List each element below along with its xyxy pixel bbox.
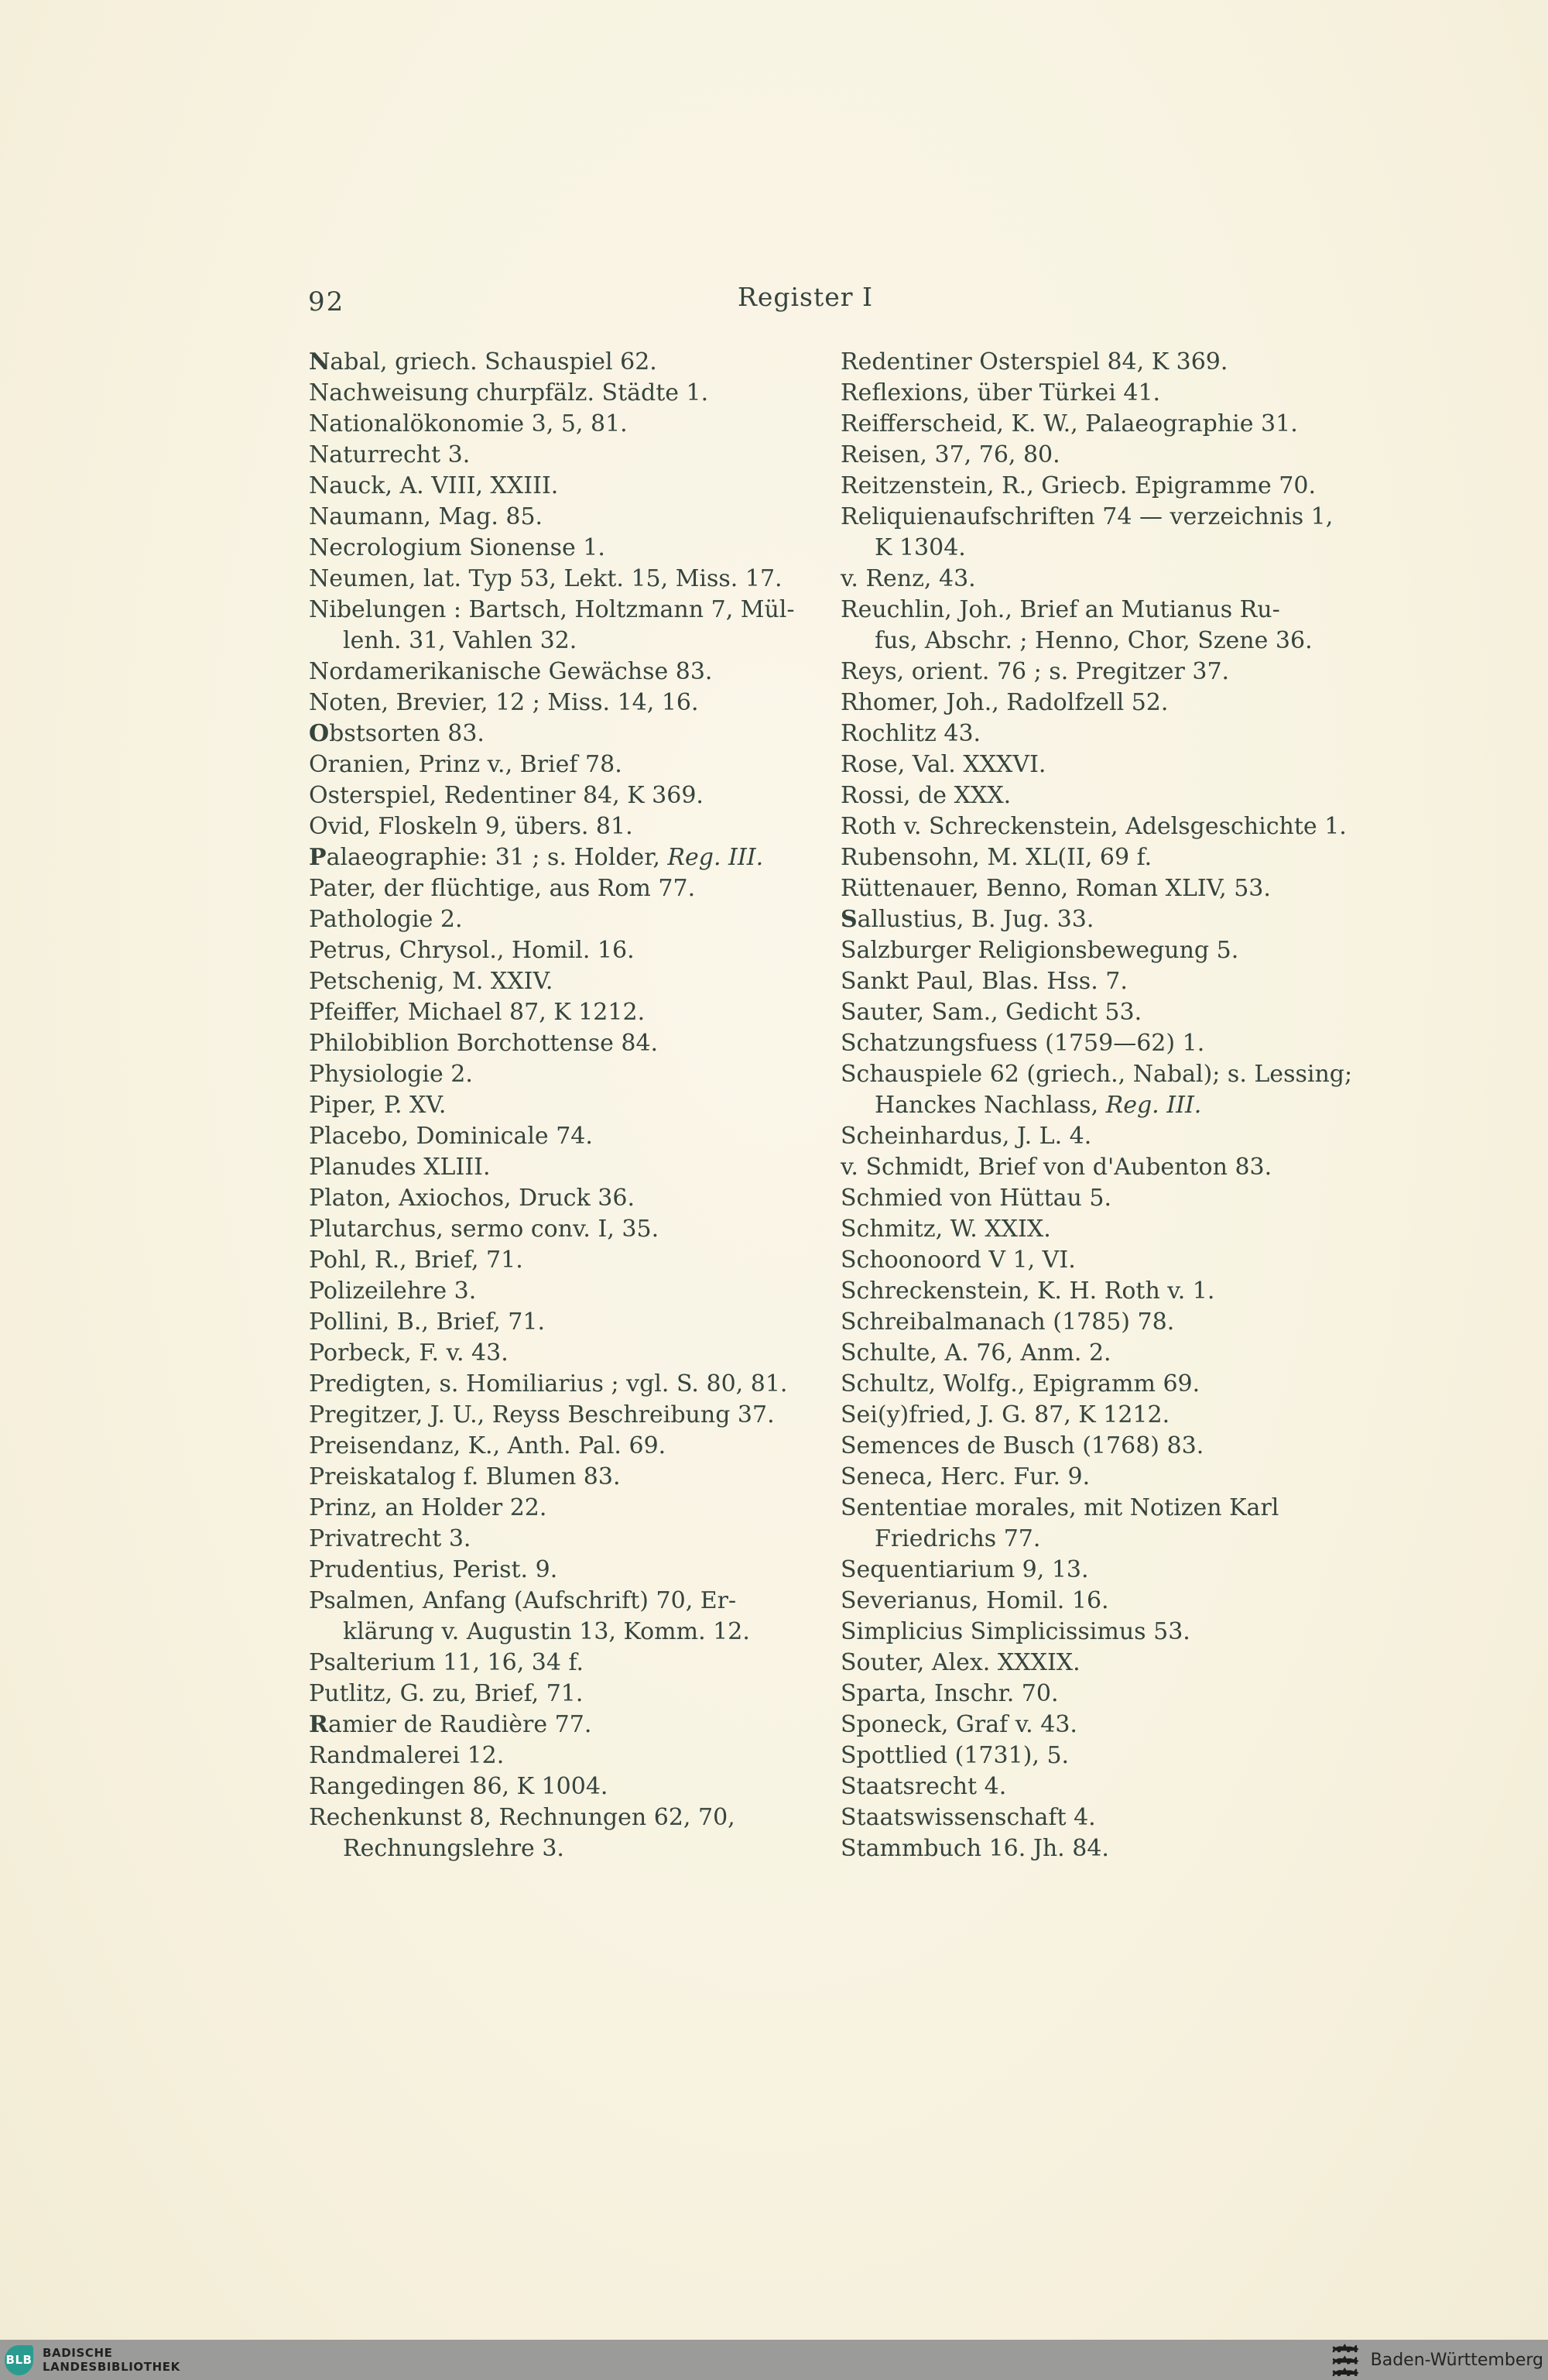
entry-text: Pregitzer, J. U., Reyss Beschreibung 37. xyxy=(309,1401,775,1428)
index-entry xyxy=(841,1214,1413,1245)
entry-text: Reisen, 37, 76, 80. xyxy=(841,441,1060,468)
index-entry xyxy=(841,1276,1413,1307)
index-entry xyxy=(309,1059,843,1090)
index-entry xyxy=(841,533,1413,564)
index-entry xyxy=(841,935,1413,966)
entry-text: Reg. III. xyxy=(667,844,764,871)
index-entry xyxy=(841,1493,1413,1524)
index-entry xyxy=(841,1028,1413,1059)
entry-text: Semences de Busch (1768) 83. xyxy=(841,1432,1204,1459)
entry-initial: S xyxy=(841,906,858,933)
blb-library-name-line2: LANDESBIBLIOTHEK xyxy=(43,2360,180,2374)
entry-text: Nordamerikanische Gewächse 83. xyxy=(309,658,713,685)
index-entry xyxy=(841,1431,1413,1462)
index-entry xyxy=(309,842,843,873)
index-entry xyxy=(309,1555,843,1586)
index-entry xyxy=(309,440,843,471)
index-entry xyxy=(841,1802,1413,1833)
index-entry xyxy=(309,502,843,533)
index-entry xyxy=(841,1524,1413,1555)
entry-text: Polizeilehre 3. xyxy=(309,1277,477,1305)
index-entry xyxy=(841,1617,1413,1648)
index-entry xyxy=(841,347,1413,378)
entry-text: Petschenig, M. XXIV. xyxy=(309,968,553,995)
index-entry xyxy=(309,1276,843,1307)
entry-text: Oranien, Prinz v., Brief 78. xyxy=(309,751,622,778)
index-entry xyxy=(309,1307,843,1338)
blb-library-name-line1: BADISCHE xyxy=(43,2346,113,2360)
index-entry xyxy=(309,1121,843,1152)
entry-text: Rose, Val. XXXVI. xyxy=(841,751,1046,778)
index-entry xyxy=(309,1493,843,1524)
blb-logo-icon: BLB xyxy=(5,2345,33,2375)
entry-text: Plutarchus, sermo conv. I, 35. xyxy=(309,1216,659,1243)
entry-text: Schreckenstein, K. H. Roth v. 1. xyxy=(841,1277,1215,1305)
index-entry xyxy=(841,718,1413,749)
entry-text: Nauck, A. VIII, XXIII. xyxy=(309,472,559,499)
index-entry xyxy=(841,1400,1413,1431)
index-entry xyxy=(309,780,843,811)
entry-text: Randmalerei 12. xyxy=(309,1742,505,1769)
blb-logo-group xyxy=(5,2345,180,2375)
entry-text: Rechnungslehre 3. xyxy=(343,1835,564,1862)
index-entry xyxy=(309,1400,843,1431)
entry-text: Philobiblion Borchottense 84. xyxy=(309,1030,659,1057)
index-entry xyxy=(841,1648,1413,1679)
entry-text: Physiologie 2. xyxy=(309,1061,473,1088)
entry-text: Neumen, lat. Typ 53, Lekt. 15, Miss. 17. xyxy=(309,565,783,592)
entry-text: Schmitz, W. XXIX. xyxy=(841,1216,1051,1243)
index-entry xyxy=(841,378,1413,409)
entry-text: Rüttenauer, Benno, Roman XLIV, 53. xyxy=(841,875,1271,902)
entry-text: Rochlitz 43. xyxy=(841,720,981,747)
entry-text: Stammbuch 16. Jh. 84. xyxy=(841,1835,1109,1862)
entry-text: Seneca, Herc. Fur. 9. xyxy=(841,1463,1091,1490)
index-entry xyxy=(841,904,1413,935)
entry-text: Rechenkunst 8, Rechnungen 62, 70, xyxy=(309,1804,735,1831)
index-entry xyxy=(841,1710,1413,1740)
index-entry xyxy=(841,657,1413,688)
index-entry xyxy=(309,595,843,626)
entry-text: Psalmen, Anfang (Aufschrift) 70, Er- xyxy=(309,1587,737,1614)
entry-text: Pollini, B., Brief, 71. xyxy=(309,1308,546,1336)
entry-text: Osterspiel, Redentiner 84, K 369. xyxy=(309,782,704,809)
index-entry xyxy=(841,811,1413,842)
entry-text: Reflexions, über Türkei 41. xyxy=(841,379,1161,406)
entry-text: Privatrecht 3. xyxy=(309,1525,471,1552)
index-entry xyxy=(841,688,1413,718)
index-entry xyxy=(309,1586,843,1617)
index-entry xyxy=(309,1802,843,1833)
library-footer-bar xyxy=(0,2340,1548,2380)
entry-text: Prinz, an Holder 22. xyxy=(309,1494,547,1521)
index-entry xyxy=(309,1771,843,1802)
entry-text: Staatswissenschaft 4. xyxy=(841,1804,1096,1831)
index-entry xyxy=(309,1369,843,1400)
index-entry xyxy=(841,471,1413,502)
index-entry xyxy=(841,1245,1413,1276)
index-entry xyxy=(309,347,843,378)
entry-text: Rangedingen 86, K 1004. xyxy=(309,1773,608,1800)
entry-text: alaeographie: 31 ; s. Holder, xyxy=(326,844,668,871)
entry-text: Pathologie 2. xyxy=(309,906,463,933)
entry-text: Rhomer, Joh., Radolfzell 52. xyxy=(841,689,1169,716)
entry-initial: P xyxy=(309,844,327,871)
right-column xyxy=(841,347,1413,1864)
index-entry xyxy=(309,1090,843,1121)
entry-text: Schoonoord V 1, VI. xyxy=(841,1247,1076,1274)
entry-text: Spottlied (1731), 5. xyxy=(841,1742,1070,1769)
entry-text: Friedrichs 77. xyxy=(875,1525,1041,1552)
entry-text: Reitzenstein, R., Griecb. Epigramme 70. xyxy=(841,472,1317,499)
index-entry xyxy=(841,966,1413,997)
index-entry xyxy=(841,1462,1413,1493)
index-entry xyxy=(309,873,843,904)
entry-text: Placebo, Dominicale 74. xyxy=(309,1123,593,1150)
entry-text: Sententiae morales, mit Notizen Karl xyxy=(841,1494,1279,1521)
index-entry xyxy=(309,904,843,935)
index-entry xyxy=(309,409,843,440)
index-entry xyxy=(309,1152,843,1183)
entry-text: Schauspiele 62 (griech., Nabal); s. Lessing; xyxy=(841,1061,1353,1088)
entry-text: Ovid, Floskeln 9, übers. 81. xyxy=(309,813,633,840)
index-entry xyxy=(309,1524,843,1555)
index-entry xyxy=(841,409,1413,440)
entry-text: bstsorten 83. xyxy=(329,720,485,747)
entry-text: Nachweisung churpfälz. Städte 1. xyxy=(309,379,709,406)
index-entry xyxy=(309,997,843,1028)
entry-text: Schultz, Wolfg., Epigramm 69. xyxy=(841,1370,1200,1397)
index-entry xyxy=(309,811,843,842)
index-entry xyxy=(841,1338,1413,1369)
entry-text: Souter, Alex. XXXIX. xyxy=(841,1649,1081,1676)
entry-text: Staatsrecht 4. xyxy=(841,1773,1007,1800)
index-entry xyxy=(309,1679,843,1710)
index-entry xyxy=(841,1369,1413,1400)
entry-text: Predigten, s. Homiliarius ; vgl. S. 80, 81. xyxy=(309,1370,788,1397)
index-entry xyxy=(309,533,843,564)
index-entry xyxy=(309,1648,843,1679)
entry-text: Reys, orient. 76 ; s. Pregitzer 37. xyxy=(841,658,1230,685)
entry-text: Sankt Paul, Blas. Hss. 7. xyxy=(841,968,1128,995)
index-entry xyxy=(841,749,1413,780)
index-entry xyxy=(309,1710,843,1740)
entry-text: Nibelungen : Bartsch, Holtzmann 7, Mül- xyxy=(309,596,795,623)
entry-text: Rubensohn, M. XL(II, 69 f. xyxy=(841,844,1152,871)
index-entry xyxy=(309,1462,843,1493)
index-entry xyxy=(309,966,843,997)
entry-text: Sponeck, Graf v. 43. xyxy=(841,1711,1077,1738)
index-entry xyxy=(841,1679,1413,1710)
entry-initial: R xyxy=(309,1711,328,1738)
entry-text: Roth v. Schreckenstein, Adelsgeschichte 1. xyxy=(841,813,1347,840)
entry-text: Preiskatalog f. Blumen 83. xyxy=(309,1463,621,1490)
index-entry xyxy=(841,595,1413,626)
entry-text: lenh. 31, Vahlen 32. xyxy=(343,627,577,654)
index-entry xyxy=(309,718,843,749)
index-entry xyxy=(841,780,1413,811)
index-entry xyxy=(841,626,1413,657)
index-entry xyxy=(309,626,843,657)
entry-text: Reliquienaufschriften 74 — verzeichnis 1, xyxy=(841,503,1334,530)
entry-text: Pater, der flüchtige, aus Rom 77. xyxy=(309,875,696,902)
entry-text: Redentiner Osterspiel 84, K 369. xyxy=(841,348,1228,376)
index-entry xyxy=(841,1090,1413,1121)
entry-text: Sparta, Inschr. 70. xyxy=(841,1680,1059,1707)
entry-text: Nationalökonomie 3, 5, 81. xyxy=(309,410,628,437)
index-entry xyxy=(841,1121,1413,1152)
page-title: Register I xyxy=(738,282,874,312)
entry-text: Sei(y)fried, J. G. 87, K 1212. xyxy=(841,1401,1170,1428)
entry-text: v. Renz, 43. xyxy=(841,565,976,592)
entry-text: klärung v. Augustin 13, Komm. 12. xyxy=(343,1618,750,1645)
index-entry xyxy=(309,564,843,595)
entry-text: Psalterium 11, 16, 34 f. xyxy=(309,1649,584,1676)
entry-text: Petrus, Chrysol., Homil. 16. xyxy=(309,937,635,964)
index-entry xyxy=(309,657,843,688)
left-column xyxy=(309,347,843,1864)
index-entry xyxy=(309,1431,843,1462)
index-entry xyxy=(309,1183,843,1214)
index-entry xyxy=(841,1059,1413,1090)
entry-text: Salzburger Religionsbewegung 5. xyxy=(841,937,1239,964)
entry-text: Reuchlin, Joh., Brief an Mutianus Ru- xyxy=(841,596,1280,623)
entry-text: abal, griech. Schauspiel 62. xyxy=(330,348,657,376)
index-entry xyxy=(309,1740,843,1771)
index-entry xyxy=(841,1152,1413,1183)
index-entry xyxy=(841,440,1413,471)
entry-text: Pfeiffer, Michael 87, K 1212. xyxy=(309,999,646,1026)
index-entry xyxy=(841,564,1413,595)
index-entry xyxy=(309,688,843,718)
index-entry xyxy=(841,1586,1413,1617)
index-entry xyxy=(841,502,1413,533)
index-entry xyxy=(841,873,1413,904)
blb-library-name xyxy=(43,2346,180,2374)
index-entry xyxy=(309,1338,843,1369)
entry-text: Schmied von Hüttau 5. xyxy=(841,1185,1112,1212)
entry-text: Putlitz, G. zu, Brief, 71. xyxy=(309,1680,584,1707)
baden-wuerttemberg-label: Baden-Württemberg xyxy=(1370,2350,1543,2370)
entry-text: Schulte, A. 76, Anm. 2. xyxy=(841,1339,1111,1367)
entry-text: Preisendanz, K., Anth. Pal. 69. xyxy=(309,1432,666,1459)
entry-text: amier de Raudière 77. xyxy=(327,1711,592,1738)
entry-text: v. Schmidt, Brief von d'Aubenton 83. xyxy=(841,1154,1272,1181)
index-entry xyxy=(841,1307,1413,1338)
entry-text: fus, Abschr. ; Henno, Chor, Szene 36. xyxy=(875,627,1313,654)
index-entry xyxy=(309,378,843,409)
entry-text: Naturrecht 3. xyxy=(309,441,471,468)
index-entry xyxy=(309,749,843,780)
entry-text: Reifferscheid, K. W., Palaeographie 31. xyxy=(841,410,1298,437)
index-entry xyxy=(841,1771,1413,1802)
baden-wuerttemberg-coat-of-arms-icon xyxy=(1329,2343,1361,2377)
index-entry xyxy=(841,1183,1413,1214)
entry-text: Rossi, de XXX. xyxy=(841,782,1012,809)
entry-text: K 1304. xyxy=(875,534,966,561)
index-entry xyxy=(309,1214,843,1245)
entry-text: Simplicius Simplicissimus 53. xyxy=(841,1618,1190,1645)
entry-initial: O xyxy=(309,720,330,747)
index-entry xyxy=(841,1555,1413,1586)
entry-text: Reg. III. xyxy=(1105,1092,1202,1119)
index-entry xyxy=(309,1028,843,1059)
entry-text: Prudentius, Perist. 9. xyxy=(309,1556,558,1583)
entry-initial: N xyxy=(309,348,330,376)
entry-text: Noten, Brevier, 12 ; Miss. 14, 16. xyxy=(309,689,699,716)
index-entry xyxy=(841,997,1413,1028)
entry-text: Hanckes Nachlass, xyxy=(875,1092,1106,1119)
index-entry xyxy=(309,471,843,502)
entry-text: Necrologium Sionense 1. xyxy=(309,534,605,561)
entry-text: Platon, Axiochos, Druck 36. xyxy=(309,1185,635,1212)
index-entry xyxy=(841,842,1413,873)
index-entry xyxy=(841,1740,1413,1771)
entry-text: Pohl, R., Brief, 71. xyxy=(309,1247,523,1274)
index-entry xyxy=(309,1617,843,1648)
index-entry xyxy=(309,1833,843,1864)
entry-text: Piper, P. XV. xyxy=(309,1092,447,1119)
entry-text: allustius, B. Jug. 33. xyxy=(857,906,1094,933)
entry-text: Schatzungsfuess (1759—62) 1. xyxy=(841,1030,1205,1057)
index-entry xyxy=(841,1833,1413,1864)
entry-text: Sequentiarium 9, 13. xyxy=(841,1556,1089,1583)
entry-text: Naumann, Mag. 85. xyxy=(309,503,543,530)
entry-text: Porbeck, F. v. 43. xyxy=(309,1339,509,1367)
baden-wuerttemberg-group xyxy=(1329,2343,1543,2377)
entry-text: Schreibalmanach (1785) 78. xyxy=(841,1308,1175,1336)
entry-text: Severianus, Homil. 16. xyxy=(841,1587,1109,1614)
entry-text: Sauter, Sam., Gedicht 53. xyxy=(841,999,1142,1026)
entry-text: Scheinhardus, J. L. 4. xyxy=(841,1123,1092,1150)
page-number: 92 xyxy=(308,286,345,317)
entry-text: Planudes XLIII. xyxy=(309,1154,491,1181)
index-entry xyxy=(309,935,843,966)
index-entry xyxy=(309,1245,843,1276)
